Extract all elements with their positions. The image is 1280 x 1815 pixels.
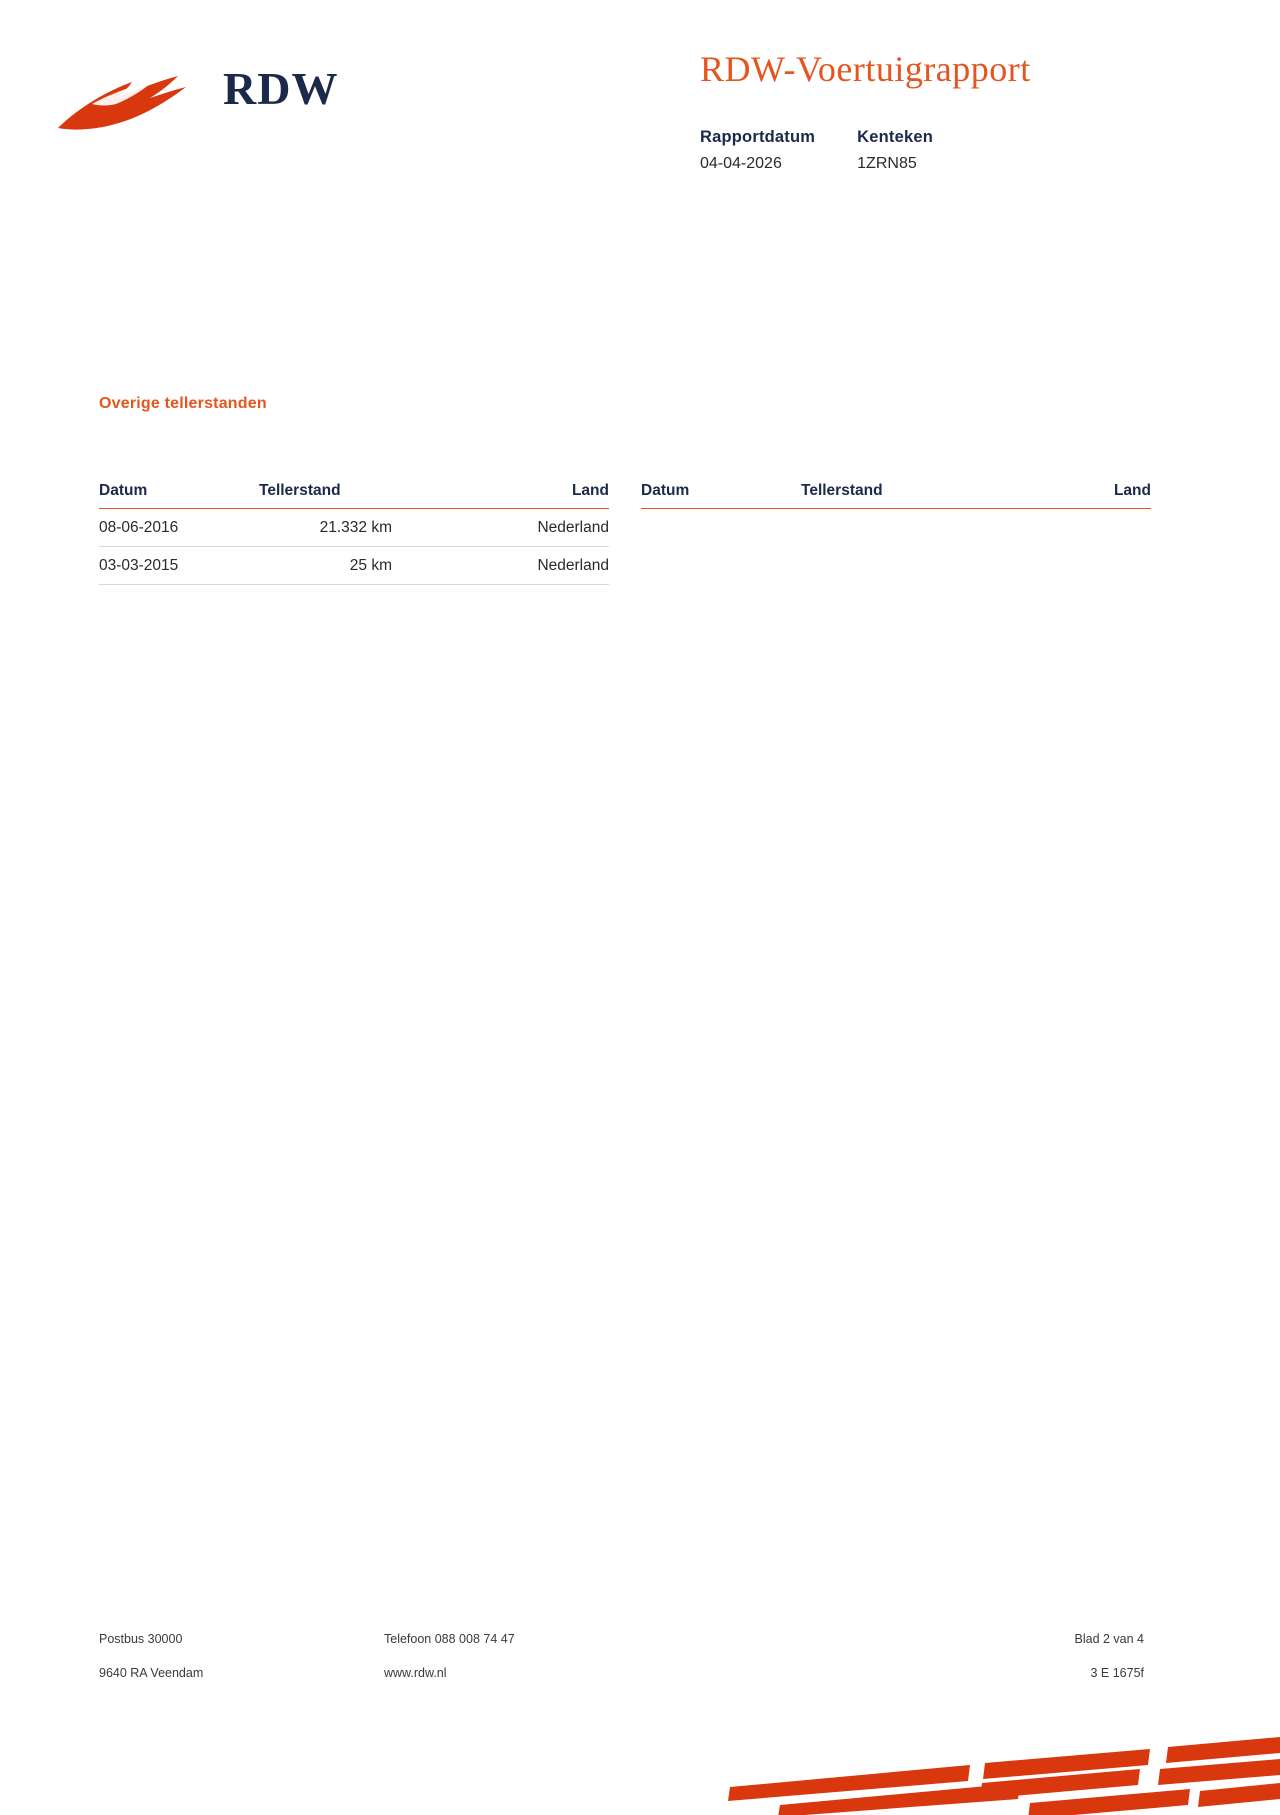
meta-kenteken — [857, 128, 933, 173]
odometer-table-left — [99, 482, 609, 585]
footer-postbus: Postbus 30000 — [99, 1632, 183, 1646]
cell-datum: 08-06-2016 — [99, 509, 259, 547]
footer-decorative-stripe — [720, 1735, 1280, 1815]
table-body-empty — [641, 509, 1151, 585]
cell-tellerstand: 21.332 km — [259, 509, 434, 547]
cell-tellerstand: 25 km — [259, 547, 434, 585]
table-row — [99, 547, 609, 585]
rdw-wordmark: RDW — [223, 63, 339, 114]
document-header — [0, 0, 1280, 220]
footer-telefoon: Telefoon 088 008 74 47 — [384, 1632, 515, 1646]
odometer-tables — [99, 482, 1189, 585]
column-header-land: Land — [976, 482, 1151, 509]
footer-docnummer: 3 E 1675f — [1090, 1666, 1144, 1680]
cell-datum: 03-03-2015 — [99, 547, 259, 585]
footer-row-1 — [99, 1632, 1144, 1646]
cell-land: Nederland — [434, 509, 609, 547]
column-header-tellerstand: Tellerstand — [259, 482, 434, 509]
section-title-overige-tellerstanden: Overige tellerstanden — [99, 395, 267, 412]
meta-kenteken-label: Kenteken — [857, 128, 934, 146]
column-header-land: Land — [434, 482, 609, 509]
report-meta — [700, 128, 975, 173]
column-header-tellerstand: Tellerstand — [801, 482, 976, 509]
column-header-datum: Datum — [641, 482, 801, 509]
rdw-logo — [58, 42, 358, 132]
footer-row-2 — [99, 1666, 1144, 1680]
meta-rapportdatum-value: 04-04-2026 — [700, 155, 782, 172]
report-title: RDW-Voertuigrapport — [700, 49, 1031, 89]
meta-kenteken-value: 1ZRN85 — [857, 155, 917, 172]
odometer-table-right — [641, 482, 1151, 585]
column-header-datum: Datum — [99, 482, 259, 509]
table-row — [99, 509, 609, 547]
meta-rapportdatum — [700, 128, 815, 173]
table-header-row — [99, 482, 609, 509]
footer-blad: Blad 2 van 4 — [1074, 1632, 1144, 1646]
rdw-swoosh-logo-icon — [58, 70, 193, 132]
cell-land: Nederland — [434, 547, 609, 585]
footer-website[interactable]: www.rdw.nl — [384, 1666, 447, 1680]
footer-plaats: 9640 RA Veendam — [99, 1666, 204, 1680]
document-footer — [99, 1632, 1144, 1700]
rdw-stripe-icon — [720, 1735, 1280, 1815]
meta-rapportdatum-label: Rapportdatum — [700, 128, 816, 146]
table-header-row — [641, 482, 1151, 509]
